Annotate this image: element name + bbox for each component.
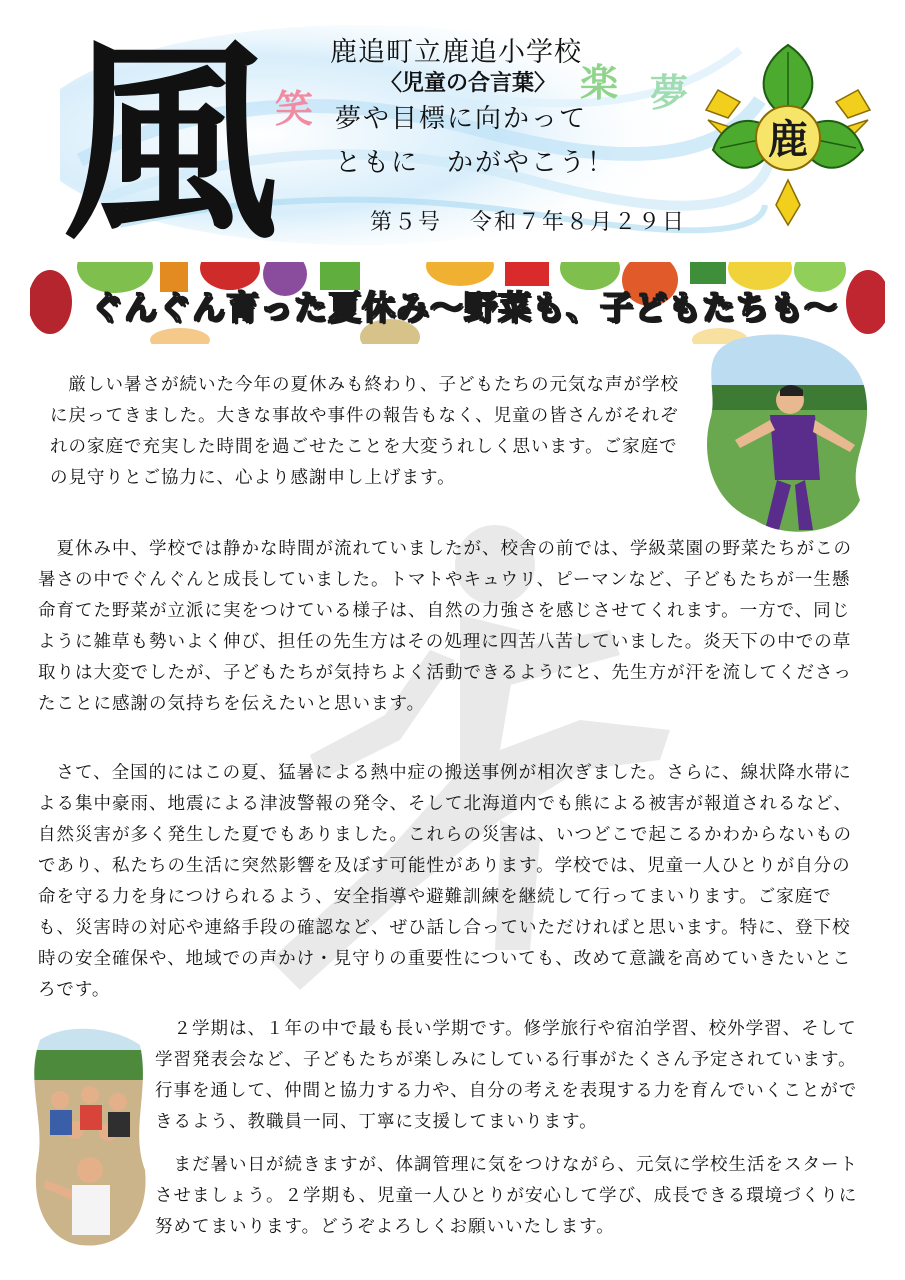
svg-text:鹿: 鹿 [768,116,808,163]
svg-text:風: 風 [63,18,278,248]
deco-char-smile: 笑 [275,86,314,131]
students-group-photo [30,1020,150,1250]
newsletter-header [0,0,905,262]
kaze-calligraphy [58,18,288,248]
school-emblem-icon [698,40,878,230]
paragraph-greeting: 厳しい暑さが続いた今年の夏休みも終わり、子どもたちの元気な声が学校に戻ってきました。大きな事故や事件の報告もなく、児童の皆さんがそれぞれの家庭で充実した時間を過ごせたことを大変うれしく思います。ご家庭での見守りとご協力に、心より感謝申し上げます。 [50,375,679,488]
motto-line-1: 夢や目標に向かって [335,104,588,134]
paragraph-safety: さて、全国的にはこの夏、猛暑による熱中症の搬送事例が相次ぎました。さらに、線状降水帯による集中豪雨、地震による津波警報の発令、そして北海道内でも熊による被害が報道されるなど、自然災害が多く発生した夏でもありました。これらの災害は、いつどこで起こるかわからないものであり、私たちの生活に突然影響を及ぼす可能性があります。学校では、児童一人ひとりが自分の命を守る力を身につけられるよう、安全指導や避難訓練を継続して行ってまいります。ご家庭でも、災害時の対応や連絡手段の確認など、ぜひ話し合っていただければと思います。特に、登下校時の安全確保や、地域での声かけ・見守りの重要性についても、改めて意識を高めていきたいところです。 [38,763,852,1000]
motto-line-2: ともに かがやこう！ [335,148,616,178]
deco-char-dream: 夢 [650,70,689,115]
paragraph-closing: まだ暑い日が続きますが、体調管理に気をつけながら、元気に学校生活をスタートさせましょう。２学期も、児童一人ひとりが安心して学び、成長できる環境づくりに努めてまいります。どうぞよろしくお願いいたします。 [155,1155,858,1237]
paragraph-garden: 夏休み中、学校では静かな時間が流れていましたが、校舎の前では、学級菜園の野菜たちがこの暑さの中でぐんぐんと成長していました。トマトやキュウリ、ピーマンなど、子どもたちが一生懸命育てた野菜が立派に実をつけている様子は、自然の力強さを感じさせてくれます。一方で、同じように雑草も勢いよく伸び、担任の先生方はその処理に四苦八苦していました。炎天下の中での草取りは大変でしたが、子どもたちが気持ちよく活動できるようにと、先生方が汗を流してくださったことに感謝の気持ちを伝えたいと思います。 [38,539,852,714]
issue-number: 第５号 [370,210,443,235]
student-photo-field [695,330,870,535]
banner-title: ぐんぐん育った夏休み～野菜も、子どもたちも～ [90,288,838,327]
school-name: 鹿追町立鹿追小学校 [330,37,582,68]
issue-date: 令和７年８月２９日 [470,210,687,235]
deco-char-fun: 楽 [580,60,619,105]
motto-label: 〈児童の合言葉〉 [380,71,557,96]
paragraph-second-term: ２学期は、１年の中で最も長い学期です。修学旅行や宿泊学習、校外学習、そして学習発表会など、子どもたちが楽しみにしている行事がたくさん予定されています。行事を通して、仲間と協力する力や、自分の考えを表現する力を育んでいくことができるよう、教職員一同、丁寧に支援してまいります。 [155,1019,858,1132]
issue-info [370,205,714,236]
